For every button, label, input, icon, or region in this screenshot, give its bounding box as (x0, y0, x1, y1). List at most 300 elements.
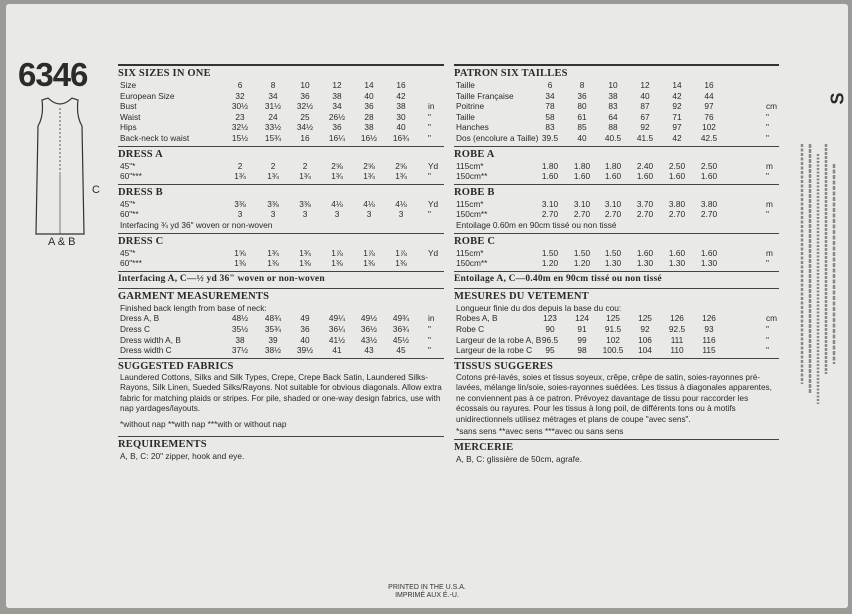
row-value: 3.80 (700, 198, 718, 209)
row-value: 24 (268, 111, 278, 122)
row-value: 36 (577, 90, 587, 101)
row-label: Largeur de la robe C (456, 345, 533, 356)
row-value: 1.30 (668, 258, 686, 269)
row-unit: " (428, 345, 431, 356)
row-value: 93 (704, 323, 714, 334)
row-value: 92 (672, 101, 682, 112)
row-value: 102 (702, 122, 716, 133)
garment-table (118, 313, 444, 355)
row-label: Size (120, 80, 137, 90)
row-value: 76 (704, 111, 714, 122)
row-value: 1⅝ (234, 247, 246, 258)
row-value: 64 (608, 111, 618, 122)
row-label: Poitrine (456, 101, 485, 112)
row-value: 97 (704, 101, 714, 112)
row-value: 2.40 (636, 160, 654, 171)
tissus-heading: TISSUS SUGGERES (454, 360, 554, 372)
row-value: 49 (300, 313, 310, 324)
row-value: 1⅞ (363, 247, 375, 258)
row-value: 48½ (231, 313, 249, 324)
row-value: 40.5 (604, 132, 622, 143)
row-value: 41½ (328, 334, 346, 345)
row-value: 1.60 (668, 247, 686, 258)
print-origin (6, 584, 848, 600)
row-value: 3.80 (668, 198, 686, 209)
row-value: 1¾ (331, 171, 343, 182)
row-unit: " (766, 258, 769, 269)
measurement-row (454, 199, 779, 210)
row-value: 1.80 (541, 160, 559, 171)
row-value: 1.60 (541, 171, 559, 182)
row-value: 30 (396, 111, 406, 122)
row-value: 2.50 (700, 160, 718, 171)
row-value: 41 (332, 345, 342, 356)
row-value: 1.60 (636, 171, 654, 182)
side-fine-print (796, 144, 842, 444)
row-value: 35½ (231, 323, 249, 334)
fabrics-section (118, 358, 444, 430)
row-unit: " (428, 122, 431, 133)
row-value: 98 (577, 345, 587, 356)
row-value: 104 (638, 345, 652, 356)
row-value: 10 (300, 80, 310, 90)
row-label: 150cm** (456, 171, 488, 182)
row-value: 8 (579, 80, 585, 90)
measurement-row (118, 91, 444, 102)
row-value: 32½ (296, 101, 314, 112)
row-value: 49½ (360, 313, 378, 324)
row-value: 2.70 (573, 209, 591, 220)
measurement-row (454, 209, 779, 220)
row-value: 1¾ (234, 171, 246, 182)
row-value: 1.80 (573, 160, 591, 171)
garment-section (118, 288, 444, 356)
row-value: 1⅜ (363, 258, 375, 269)
dress-a-section (118, 146, 444, 182)
row-label: 45"* (120, 247, 136, 258)
robe-b-heading: ROBE B (454, 186, 495, 198)
row-value: 16 (704, 80, 714, 90)
row-unit: " (428, 209, 431, 220)
requirements-section (118, 436, 444, 462)
row-value: 1⅜ (331, 258, 343, 269)
row-label: 60"*** (120, 258, 142, 269)
measurement-row (454, 80, 779, 91)
row-value: 92.5 (668, 323, 686, 334)
row-value: 6 (547, 80, 553, 90)
row-label: 150cm** (456, 258, 488, 269)
row-label: 115cm* (456, 198, 484, 209)
row-value: 16¾ (392, 132, 410, 143)
row-value: 1¾ (267, 247, 279, 258)
row-unit: " (766, 171, 769, 182)
row-value: 91.5 (604, 323, 622, 334)
measurement-row (454, 313, 779, 324)
row-unit: " (428, 111, 431, 122)
robe-c-section (454, 233, 779, 269)
row-label: Robes A, B (456, 313, 498, 324)
row-label: Dos (encolure a Taille) (456, 132, 539, 143)
mercerie-heading: MERCERIE (454, 442, 514, 454)
row-value: 126 (670, 313, 684, 324)
row-value: 42 (672, 90, 682, 101)
row-value: 3.70 (636, 198, 654, 209)
row-unit: m (766, 160, 773, 171)
row-unit: " (428, 132, 431, 143)
row-value: 8 (270, 80, 276, 90)
row-value: 2 (270, 160, 276, 171)
pattern-number: 6346 (18, 56, 88, 93)
garment-heading: GARMENT MEASUREMENTS (118, 290, 270, 302)
row-value: 3 (334, 209, 340, 220)
row-value: 12 (332, 80, 342, 90)
side-mark: S (827, 92, 848, 105)
dress-c-section (118, 233, 444, 269)
row-label: 45"* (120, 160, 136, 171)
row-label: 115cm* (456, 160, 484, 171)
requirements-heading: REQUIREMENTS (118, 438, 207, 450)
row-value: 40 (364, 90, 374, 101)
row-value: 37½ (231, 345, 249, 356)
row-value: 1⅞ (331, 247, 343, 258)
entoilage-section (454, 271, 779, 286)
row-value: 42.5 (700, 132, 718, 143)
row-value: 36¼ (328, 323, 346, 334)
row-value: 2.70 (636, 209, 654, 220)
measurement-row (454, 258, 779, 269)
mesures-intro: Longueur finie du dos depuis la base du cou: (456, 302, 622, 313)
print-origin-en: PRINTED IN THE U.S.A. (388, 584, 466, 591)
dress-b-note: Interfacing ¾ yd 36" woven or non-woven (120, 219, 273, 230)
robe-b-table (454, 199, 779, 220)
dress-b-section (118, 184, 444, 231)
measurement-row (118, 112, 444, 123)
measurement-row (118, 335, 444, 346)
row-value: 10 (608, 80, 618, 90)
row-value: 6 (237, 80, 243, 90)
tissus-footnote: *sans sens **avec sens ***avec ou sans sens (456, 425, 624, 436)
row-value: 1⅜ (395, 258, 407, 269)
row-value: 1¾ (299, 171, 311, 182)
row-label: Bust (120, 101, 137, 112)
row-value: 40 (300, 334, 310, 345)
row-value: 38 (364, 122, 374, 133)
row-value: 3 (302, 209, 308, 220)
row-value: 3 (237, 209, 243, 220)
row-value: 15½ (231, 132, 249, 143)
row-value: 34 (545, 90, 555, 101)
row-unit: " (766, 111, 769, 122)
measurement-row (454, 248, 779, 259)
row-value: 91 (577, 323, 587, 334)
row-value: 83 (545, 122, 555, 133)
row-unit: " (766, 323, 769, 334)
row-value: 2⅝ (395, 160, 407, 171)
row-value: 38 (235, 334, 245, 345)
row-value: 35¾ (264, 323, 282, 334)
mesures-table (454, 313, 779, 355)
row-value: 34½ (296, 122, 314, 133)
row-value: 124 (575, 313, 589, 324)
row-value: 1.60 (604, 171, 622, 182)
row-value: 43 (364, 345, 374, 356)
row-label: Hips (120, 122, 137, 133)
measurement-row (118, 171, 444, 182)
row-value: 36½ (360, 323, 378, 334)
dress-c-heading: DRESS C (118, 235, 164, 247)
row-unit: cm (766, 313, 778, 324)
robe-b-section (454, 184, 779, 231)
row-label: Back-neck to waist (120, 132, 190, 143)
row-value: 39½ (296, 345, 314, 356)
row-unit: " (766, 345, 769, 356)
row-unit: " (766, 209, 769, 220)
row-value: 3.10 (541, 198, 559, 209)
row-value: 1.20 (541, 258, 559, 269)
mesures-section (454, 288, 779, 356)
row-value: 38 (332, 90, 342, 101)
row-unit: " (766, 334, 769, 345)
tailles-heading: PATRON SIX TAILLES (454, 68, 568, 79)
row-value: 14 (672, 80, 682, 90)
row-value: 14 (364, 80, 374, 90)
row-value: 2 (302, 160, 308, 171)
row-unit: " (766, 132, 769, 143)
row-value: 85 (577, 122, 587, 133)
row-value: 38½ (264, 345, 282, 356)
measurement-row (454, 122, 779, 133)
pattern-envelope-back (6, 4, 848, 608)
row-value: 95 (545, 345, 555, 356)
row-value: 92 (640, 122, 650, 133)
row-value: 43½ (360, 334, 378, 345)
row-value: 2.70 (604, 209, 622, 220)
measurement-row (454, 91, 779, 102)
measurement-row (454, 171, 779, 182)
row-value: 106 (638, 334, 652, 345)
row-value: 3⅜ (267, 198, 279, 209)
measurement-row (118, 122, 444, 133)
interfacing-text: Interfacing A, C—½ yd 36" woven or non-woven (118, 273, 325, 284)
row-value: 100.5 (602, 345, 624, 356)
row-label: Dress A, B (120, 313, 160, 324)
row-value: 115 (702, 345, 716, 356)
row-value: 15¾ (264, 132, 282, 143)
row-value: 78 (545, 101, 555, 112)
row-value: 3 (366, 209, 372, 220)
row-unit: " (428, 323, 431, 334)
row-value: 4⅛ (363, 198, 375, 209)
row-value: 39 (268, 334, 278, 345)
dress-c-table (118, 248, 444, 269)
row-label: Taille Française (456, 90, 514, 101)
row-value: 36¾ (392, 323, 410, 334)
measurement-row (454, 335, 779, 346)
row-label: European Size (120, 90, 175, 101)
row-value: 40 (640, 90, 650, 101)
row-value: 16½ (360, 132, 378, 143)
robe-a-section (454, 146, 779, 182)
row-value: 16 (396, 80, 406, 90)
row-value: 3⅜ (234, 198, 246, 209)
row-value: 1.30 (604, 258, 622, 269)
row-value: 125 (638, 313, 652, 324)
tailles-table (454, 80, 779, 144)
row-label: Dress C (120, 323, 150, 334)
row-value: 80 (577, 101, 587, 112)
robe-c-table (454, 248, 779, 269)
row-value: 1⅜ (299, 258, 311, 269)
row-value: 40 (396, 122, 406, 133)
row-value: 32½ (231, 122, 249, 133)
measurement-row (118, 161, 444, 172)
row-unit: m (766, 247, 773, 258)
measurement-row (454, 112, 779, 123)
measurement-row (118, 80, 444, 91)
row-value: 2.70 (541, 209, 559, 220)
row-value: 1.60 (700, 247, 718, 258)
row-value: 1.60 (573, 171, 591, 182)
row-value: 88 (608, 122, 618, 133)
row-value: 1¾ (299, 247, 311, 258)
row-value: 71 (672, 111, 682, 122)
row-value: 33½ (264, 122, 282, 133)
dress-b-heading: DRESS B (118, 186, 163, 198)
row-value: 36 (332, 122, 342, 133)
fabrics-heading: SUGGESTED FABRICS (118, 360, 234, 372)
row-value: 34 (332, 101, 342, 112)
view-c-label: C (92, 184, 100, 196)
row-value: 3.10 (604, 198, 622, 209)
row-value: 41.5 (636, 132, 654, 143)
row-value: 48¾ (264, 313, 282, 324)
row-value: 1.20 (573, 258, 591, 269)
robe-a-heading: ROBE A (454, 148, 495, 160)
row-value: 1.60 (668, 171, 686, 182)
row-value: 3 (398, 209, 404, 220)
interfacing-section (118, 271, 444, 286)
row-unit: m (766, 198, 773, 209)
row-value: 1⅜ (267, 258, 279, 269)
measurement-row (454, 161, 779, 172)
row-value: 83 (608, 101, 618, 112)
measurement-row (118, 133, 444, 144)
measurement-row (118, 209, 444, 220)
sizes-section (118, 64, 444, 144)
row-value: 16¼ (328, 132, 346, 143)
row-value: 96.5 (541, 334, 559, 345)
row-value: 31½ (264, 101, 282, 112)
dress-sketch (32, 96, 88, 246)
requirements-text: A, B, C: 20" zipper, hook and eye. (120, 450, 245, 461)
measurement-row (118, 324, 444, 335)
row-value: 36 (300, 323, 310, 334)
row-label: 115cm* (456, 247, 484, 258)
row-unit: " (766, 122, 769, 133)
row-value: 2⅝ (363, 160, 375, 171)
row-value: 42 (672, 132, 682, 143)
measurement-row (118, 199, 444, 210)
row-value: 3⅜ (299, 198, 311, 209)
row-value: 1.60 (636, 247, 654, 258)
row-value: 2.50 (668, 160, 686, 171)
row-value: 36 (364, 101, 374, 112)
row-value: 97 (672, 122, 682, 133)
row-value: 1.30 (636, 258, 654, 269)
row-unit: Yd (428, 198, 439, 209)
row-value: 1.50 (604, 247, 622, 258)
dress-b-table (118, 199, 444, 220)
row-label: 150cm** (456, 209, 488, 220)
row-value: 34 (268, 90, 278, 101)
row-label: Robe C (456, 323, 485, 334)
fabrics-text: Laundered Cottons, Silks and Silk Types, Crepe, Crepe Back Satin, Laundered Silks-Rayons, Silk Linen, Sueded Silks/Rayons. Not suitable for obvious diagonals. Allow extra fabric for matching plaids or stripes. For pile, shaded or one-way design fabrics, use with nap yardages/layouts. (120, 372, 442, 414)
row-value: 1¾ (395, 171, 407, 182)
row-value: 126 (702, 313, 716, 324)
row-value: 3.10 (573, 198, 591, 209)
row-label: Largeur de la robe A, B (456, 334, 542, 345)
row-value: 58 (545, 111, 555, 122)
view-ab-label: A & B (48, 236, 76, 248)
row-value: 110 (670, 345, 684, 356)
row-value: 1.30 (700, 258, 718, 269)
row-value: 2 (237, 160, 243, 171)
mercerie-text: A, B, C: glissière de 50cm, agrafe. (456, 454, 582, 465)
robe-b-note: Entoilage 0.60m en 90cm tissé ou non tissé (456, 219, 617, 230)
measurement-row (118, 101, 444, 112)
row-value: 36 (300, 90, 310, 101)
measurement-row (454, 101, 779, 112)
row-value: 40 (577, 132, 587, 143)
row-value: 1¾ (363, 171, 375, 182)
row-value: 42 (396, 90, 406, 101)
robe-a-table (454, 161, 779, 182)
tissus-section (454, 358, 779, 437)
row-value: 44 (704, 90, 714, 101)
row-value: 102 (606, 334, 620, 345)
row-value: 1¾ (267, 171, 279, 182)
row-value: 1.50 (573, 247, 591, 258)
row-value: 49¾ (392, 313, 410, 324)
row-value: 1⅜ (234, 258, 246, 269)
dress-a-heading: DRESS A (118, 148, 163, 160)
row-value: 1.80 (604, 160, 622, 171)
row-label: Dress width C (120, 345, 172, 356)
row-value: 32 (235, 90, 245, 101)
french-column (454, 62, 779, 465)
row-value: 67 (640, 111, 650, 122)
row-value: 92 (640, 323, 650, 334)
row-value: 45½ (392, 334, 410, 345)
row-unit: in (428, 313, 435, 324)
row-label: Dress width A, B (120, 334, 181, 345)
row-value: 1.50 (541, 247, 559, 258)
row-label: Waist (120, 111, 141, 122)
row-value: 2⅝ (331, 160, 343, 171)
tailles-section (454, 64, 779, 144)
row-value: 116 (702, 334, 716, 345)
row-value: 99 (577, 334, 587, 345)
row-unit: cm (766, 101, 778, 112)
measurement-row (454, 345, 779, 356)
row-value: 4⅛ (395, 198, 407, 209)
mercerie-section (454, 439, 779, 465)
row-value: 12 (640, 80, 650, 90)
english-column (118, 62, 444, 461)
row-value: 4⅛ (331, 198, 343, 209)
row-value: 61 (577, 111, 587, 122)
measurement-row (454, 133, 779, 144)
